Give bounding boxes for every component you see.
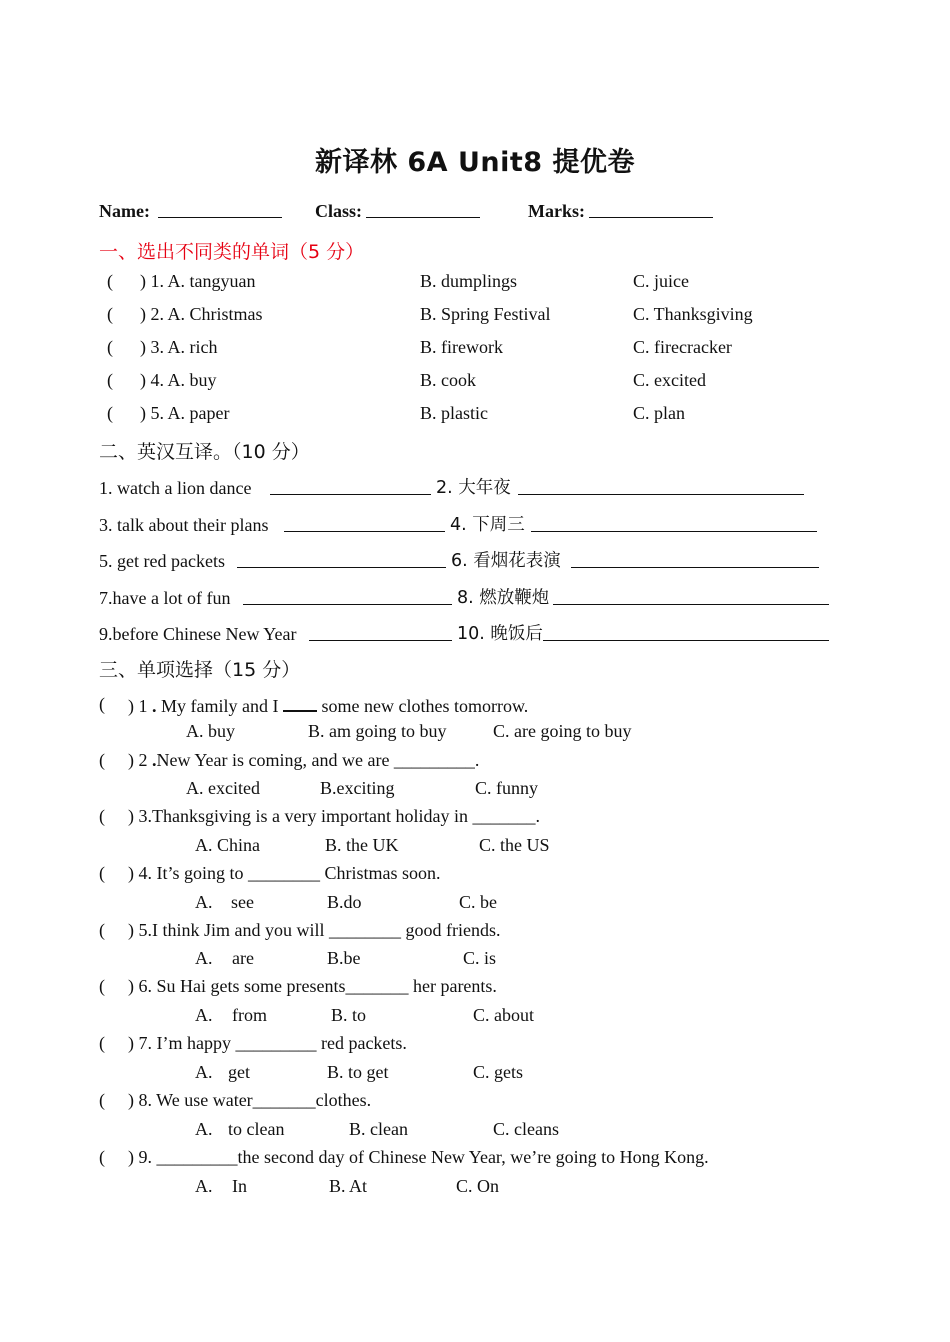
s3-q2-paren: ( bbox=[99, 750, 105, 770]
s3-q3-option-b: B. the UK bbox=[325, 835, 399, 855]
s2-item1: 1. watch a lion dance bbox=[99, 478, 252, 498]
s3-q5-option-c: C. is bbox=[463, 948, 497, 968]
s3-q6-paren: ( bbox=[99, 976, 105, 996]
s1-q4-option-b: B. cook bbox=[420, 370, 476, 390]
s2-blank2[interactable] bbox=[518, 477, 804, 500]
class-blank[interactable] bbox=[366, 200, 480, 223]
section2-heading: 二、英汉互译。（10 分） bbox=[99, 441, 310, 463]
s1-q1-option-b: B. dumplings bbox=[420, 271, 518, 291]
s3-q1-option-a: A. buy bbox=[186, 721, 235, 741]
s3-q8-option-a: to clean bbox=[228, 1119, 285, 1139]
s2-item10: 10. 晚饭后 bbox=[457, 624, 543, 644]
section3-heading: 三、单项选择（15 分） bbox=[99, 659, 301, 681]
s2-blank6[interactable] bbox=[571, 550, 819, 573]
s2-blank9[interactable] bbox=[309, 623, 452, 646]
s1-q3-option-b: B. firework bbox=[420, 337, 503, 357]
s1-q1-option-c: C. juice bbox=[633, 271, 689, 291]
s3-q3-paren: ( bbox=[99, 806, 105, 826]
s3-q1-dot: . bbox=[152, 696, 157, 716]
s1-q4-option-a: ) 4. A. buy bbox=[140, 370, 217, 390]
s3-q5-paren: ( bbox=[99, 920, 105, 940]
s3-q2-prefix: ) 2 bbox=[128, 750, 152, 770]
s1-q1-option-a: ) 1. A. tangyuan bbox=[140, 271, 256, 291]
s3-q7-stem: ) 7. I’m happy _________ red packets. bbox=[128, 1033, 407, 1053]
s1-q4-option-c: C. excited bbox=[633, 370, 706, 390]
s3-q1-option-c: C. are going to buy bbox=[493, 721, 632, 741]
s3-q8-option-c: C. cleans bbox=[493, 1119, 559, 1139]
s1-q4-paren: ( bbox=[107, 370, 113, 390]
s3-q8-stem: ) 8. We use water_______clothes. bbox=[128, 1090, 372, 1110]
s2-blank3[interactable] bbox=[284, 514, 445, 537]
s1-q5-option-b: B. plastic bbox=[420, 403, 488, 423]
s1-q5-option-c: C. plan bbox=[633, 403, 685, 423]
s3-q1-stem-b: some new clothes tomorrow. bbox=[316, 696, 529, 716]
s3-q6-option-b: B. to bbox=[331, 1005, 367, 1025]
s3-q4-option-a-letter: A. bbox=[195, 892, 213, 912]
s2-item5: 5. get red packets bbox=[99, 551, 225, 571]
s1-q2-option-a: ) 2. A. Christmas bbox=[140, 304, 263, 324]
page-title: 新译林 6A Unit8 提优卷 bbox=[315, 147, 635, 178]
s3-q4-option-c: C. be bbox=[459, 892, 497, 912]
s3-q1-prefix: ) 1 bbox=[128, 696, 152, 716]
s1-q3-option-a: ) 3. A. rich bbox=[140, 337, 218, 357]
name-label: Name: bbox=[99, 201, 150, 221]
s1-q3-option-c: C. firecracker bbox=[633, 337, 732, 357]
s3-q7-paren: ( bbox=[99, 1033, 105, 1053]
s3-q8-paren: ( bbox=[99, 1090, 105, 1110]
s2-item2: 2. 大年夜 bbox=[436, 478, 511, 498]
s3-q5-stem: ) 5.I think Jim and you will ________ good friends. bbox=[128, 920, 501, 940]
s2-blank1[interactable] bbox=[270, 477, 431, 500]
s1-q3-paren: ( bbox=[107, 337, 113, 357]
s3-q2-stem-text: New Year is coming, and we are _________. bbox=[156, 750, 480, 770]
s1-q1-paren: ( bbox=[107, 271, 113, 291]
s2-item6: 6. 看烟花表演 bbox=[451, 551, 561, 571]
s3-q7-option-b: B. to get bbox=[327, 1062, 389, 1082]
s3-q2-option-c: C. funny bbox=[475, 778, 538, 798]
s3-q9-option-a-letter: A. bbox=[195, 1176, 213, 1196]
s3-q7-option-a: get bbox=[228, 1062, 250, 1082]
s3-q9-option-c: C. On bbox=[456, 1176, 500, 1196]
s3-q4-stem: ) 4. It’s going to ________ Christmas soon. bbox=[128, 863, 441, 883]
s3-q7-option-a-letter: A. bbox=[195, 1062, 213, 1082]
s3-q5-option-a: are bbox=[232, 948, 254, 968]
s3-q6-stem: ) 6. Su Hai gets some presents_______ her parents. bbox=[128, 976, 497, 996]
s3-q9-stem: ) 9. _________the second day of Chinese New Year, we’re going to Hong Kong. bbox=[128, 1147, 709, 1167]
s3-q1-stem-a: My family and I bbox=[156, 696, 283, 716]
s3-q8-option-b: B. clean bbox=[349, 1119, 408, 1139]
s2-blank4[interactable] bbox=[531, 514, 817, 537]
s3-q2-dot: . bbox=[152, 750, 157, 770]
s3-q1-stem bbox=[128, 693, 528, 717]
s3-q1-option-b: B. am going to buy bbox=[308, 721, 447, 741]
s3-q3-stem: ) 3.Thanksgiving is a very important holiday in _______. bbox=[128, 806, 540, 826]
s3-q9-paren: ( bbox=[99, 1147, 105, 1167]
s3-q1-blank[interactable] bbox=[283, 693, 317, 712]
s3-q6-option-a-letter: A. bbox=[195, 1005, 213, 1025]
s1-q2-paren: ( bbox=[107, 304, 113, 324]
s2-item8: 8. 燃放鞭炮 bbox=[457, 588, 550, 608]
s3-q5-option-b: B.be bbox=[327, 948, 361, 968]
s2-item4: 4. 下周三 bbox=[450, 515, 525, 535]
s3-q3-option-c: C. the US bbox=[479, 835, 550, 855]
s3-q8-option-a-letter: A. bbox=[195, 1119, 213, 1139]
s3-q1-paren: ( bbox=[99, 694, 105, 714]
s2-blank5[interactable] bbox=[237, 550, 446, 573]
s1-q2-option-b: B. Spring Festival bbox=[420, 304, 551, 324]
s2-blank8[interactable] bbox=[553, 587, 829, 610]
s3-q6-option-c: C. about bbox=[473, 1005, 534, 1025]
s3-q9-option-b: B. At bbox=[329, 1176, 368, 1196]
s3-q4-paren: ( bbox=[99, 863, 105, 883]
s2-blank7[interactable] bbox=[243, 587, 452, 610]
s3-q4-option-a: see bbox=[231, 892, 254, 912]
s3-q9-option-a: In bbox=[232, 1176, 247, 1196]
s2-blank10[interactable] bbox=[543, 623, 829, 646]
s1-q5-option-a: ) 5. A. paper bbox=[140, 403, 230, 423]
s1-q5-paren: ( bbox=[107, 403, 113, 423]
s3-q4-option-b: B.do bbox=[327, 892, 362, 912]
s3-q6-option-a: from bbox=[232, 1005, 267, 1025]
s2-item3: 3. talk about their plans bbox=[99, 515, 269, 535]
section1-heading: 一、选出不同类的单词（5 分） bbox=[99, 241, 365, 263]
s3-q5-option-a-letter: A. bbox=[195, 948, 213, 968]
marks-label: Marks: bbox=[528, 201, 585, 221]
marks-blank[interactable] bbox=[589, 200, 713, 223]
name-blank[interactable] bbox=[158, 200, 282, 223]
s1-q2-option-c: C. Thanksgiving bbox=[633, 304, 753, 324]
s3-q7-option-c: C. gets bbox=[473, 1062, 524, 1082]
s3-q3-option-a: A. China bbox=[195, 835, 260, 855]
class-label: Class: bbox=[315, 201, 363, 221]
s3-q2-option-a: A. excited bbox=[186, 778, 260, 798]
s3-q2-option-b: B.exciting bbox=[320, 778, 395, 798]
s2-item7: 7.have a lot of fun bbox=[99, 588, 231, 608]
s3-q2-stem bbox=[128, 749, 479, 771]
s2-item9: 9.before Chinese New Year bbox=[99, 624, 297, 644]
